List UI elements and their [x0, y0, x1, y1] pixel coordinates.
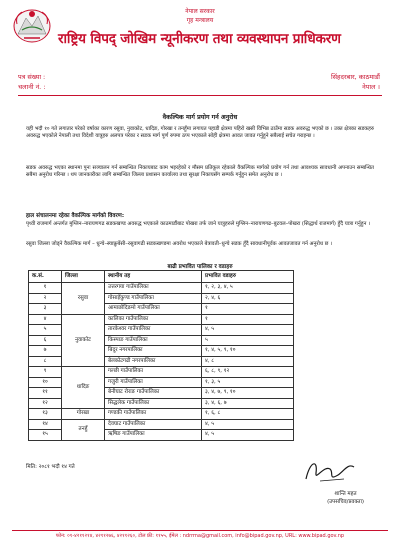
local-level-cell: उत्तरगया गाउँपालिका [105, 283, 202, 294]
serial-cell: ५ [29, 325, 62, 336]
wards-cell: ४, ८ [202, 356, 294, 367]
serial-cell: २ [29, 293, 62, 304]
wards-cell: ४, ५ [202, 430, 294, 441]
wards-cell: १ [202, 314, 294, 325]
serial-cell: १५ [29, 430, 62, 441]
alternate-route-heading: हाल संचालनमा रहेका वैकल्पिक मार्गको विवरण: [26, 213, 125, 219]
district-cell: गोरखा [62, 409, 105, 420]
serial-cell: ७ [29, 346, 62, 357]
local-level-cell: बेलकोटगढी नगरपालिका [105, 356, 202, 367]
signatory [327, 490, 364, 506]
wards-cell: २, ४, ६ [202, 293, 294, 304]
wards-cell: १ [202, 304, 294, 315]
table-row [29, 283, 294, 294]
reference-right [331, 72, 380, 92]
wards-cell: ५ [202, 335, 294, 346]
serial-cell: १० [29, 377, 62, 388]
affected-areas-table [28, 270, 294, 441]
local-level-cell: तारकेश्वर गाउँपालिका [105, 325, 202, 336]
wards-cell: १, ३, ५ [202, 377, 294, 388]
local-level-cell: ऋषिङ गाउँपालिका [105, 430, 202, 441]
local-level-cell: बिदुर नगरपालिका [105, 346, 202, 357]
notice-title: वैकल्पिक मार्ग प्रयोग गर्न अनुरोध [162, 114, 238, 121]
local-level-cell: सिद्धलेक गाउँपालिका [105, 398, 202, 409]
district-cell: तनहुँ [62, 419, 105, 440]
signatory-name: शान्ति महत [334, 491, 357, 497]
table-row [29, 409, 294, 420]
serial-cell: ३ [29, 304, 62, 315]
organization-name: राष्ट्रिय विपद् जोखिम न्यूनीकरण तथा व्यवस्थापन प्राधिकरण [58, 31, 341, 47]
serial-cell: १४ [29, 419, 62, 430]
issue-date: मिति: २०८१ भदौ १४ गते [26, 464, 75, 470]
table-row [29, 367, 294, 378]
table-title: बाढी प्रभावित पालिका र वडाहरु [167, 264, 233, 270]
table-row [29, 419, 294, 430]
header-local-level: स्थानीय तह [105, 271, 202, 283]
district-cell: धादिङ [62, 367, 105, 409]
signature-icon [300, 455, 360, 487]
local-level-cell: गजुरी गाउँपालिका [105, 377, 202, 388]
wards-cell: १, ६, ८ [202, 409, 294, 420]
wards-cell: १, २, ३, ४, ५ [202, 283, 294, 294]
table-row [29, 314, 294, 325]
address-line-1: सिंहदरबार, काठमाडौं [330, 73, 380, 81]
contact-footer: फोन: ०१-४२११२१४, ४२११२७६, ४२११२६०, टोल फ्री: ११५५, ईमेल : ndrrma@gmail.com, info@bipad.gov.np, URL: www.bipad.gov.np [55, 533, 345, 539]
header-divider [18, 95, 382, 96]
notice-paragraph-1: यही भदौ १० गते लगातार परेको वर्षाका कारण रसुवा, नुवाकोट, धादिङ, गोरखा र तनहुँमा लगायत पहाडी क्षेत्रमा पहिरो खसी विभिन्न ठाउँमा सडक अवरुद्ध भएको छ । उक्त क्षेत्रका सडकहरु अवरुद्ध भएकोले नेपाली तथा विदेशी यात्रुहरु अलपत्र परेका र सडक मार्ग पूर्ण रुपमा ठप्प भएकाले सोही क्षेत्रमा आवत जावत गर्नुहुने सबैलाई सचेत गराइन्छ । [26, 126, 374, 140]
reference-left [18, 72, 46, 92]
local-level-cell: बेनीघाट रोराङ गाउँपालिका [105, 388, 202, 399]
signatory-title: (उपसचिव/प्रवक्ता) [327, 499, 364, 505]
local-level-cell: गोसाइँकुण्ड गाउँपालिका [105, 293, 202, 304]
notice-paragraph-2: सडक अवरुद्ध भएका स्थानमा पुनः सञ्चालन गर्न सम्बन्धित निकायबाट काम भइरहेको र मौसम प्रतिकूल रहेकाले वैकल्पिक मार्गको प्रयोग गर्न तथा आवश्यक सावधानी अपनाउन सम्बन्धित सबैमा अनुरोध गरिन्छ । थप जानकारीका लागि सम्बन्धित जिल्ला प्रशासन कार्यालय तथा सुरक्षा निकायसँग सम्पर्क गर्नुहुन समेत अनुरोध छ । [26, 165, 374, 179]
notice-paragraph-3: पृथ्वी राजमार्ग अन्तर्गत मुग्लिन–नारायणगढ सडकखण्ड अवरुद्ध भएकाले काठमाडौंबाट पोखरा तर्फ जाने यात्रुहरुले मुग्लिन–नारायणगढ–बुटवल–पोखरा (सिद्धार्थ राजमार्ग) हुँदै यात्रा गर्नुहुन । [26, 221, 370, 227]
district-cell: रसुवा [62, 283, 105, 315]
serial-cell: ९ [29, 367, 62, 378]
wards-cell: ४, ५ [202, 325, 294, 336]
serial-cell: १ [29, 283, 62, 294]
government-line: नेपाल सरकार [185, 8, 215, 15]
wards-cell: ४, ५ [202, 419, 294, 430]
serial-cell: ८ [29, 356, 62, 367]
header-serial: क.सं. [29, 271, 62, 283]
notice-paragraph-4: रसुवा जिल्ला जोड्ने वैकल्पिक मार्ग – धुन्चे–स्याफ्रुबेंसी–रसुवागढी सडकखण्डमा अवरोध भएकाले बेत्रावती–धुन्चे सडक हुँदै सावधानीपूर्वक आवतजावत गर्न अनुरोध छ । [26, 241, 332, 247]
address-line-2: नेपाल । [362, 83, 380, 91]
letter-number-label: पत्र संख्या : [18, 73, 46, 81]
serial-cell: १२ [29, 398, 62, 409]
district-cell: नुवाकोट [62, 314, 105, 367]
wards-cell: १, ४, ५, ९, १० [202, 346, 294, 357]
header-wards: प्रभावित वडाहरु [202, 271, 294, 283]
local-level-cell: किस्पाङ गाउँपालिका [105, 335, 202, 346]
wards-cell: ३, ४, ६, ७ [202, 398, 294, 409]
local-level-cell: देवघाट गाउँपालिका [105, 419, 202, 430]
serial-cell: १३ [29, 409, 62, 420]
local-level-cell: आमाछोदिङमो गाउँपालिका [105, 304, 202, 315]
serial-cell: ६ [29, 335, 62, 346]
local-level-cell: गल्छी गाउँपालिका [105, 367, 202, 378]
header-district: जिल्ला [62, 271, 105, 283]
footer-divider [12, 530, 388, 531]
local-level-cell: कालिका गाउँपालिका [105, 314, 202, 325]
dispatch-number-label: चलानी नं. : [18, 83, 46, 91]
table-header-row [29, 271, 294, 283]
local-level-cell: गण्डकी गाउँपालिका [105, 409, 202, 420]
wards-cell: ६, ८, ९, १२ [202, 367, 294, 378]
serial-cell: ११ [29, 388, 62, 399]
wards-cell: ३, ४, ७, ९, १० [202, 388, 294, 399]
serial-cell: ४ [29, 314, 62, 325]
ministry-line: गृह मन्त्रालय [186, 17, 214, 24]
